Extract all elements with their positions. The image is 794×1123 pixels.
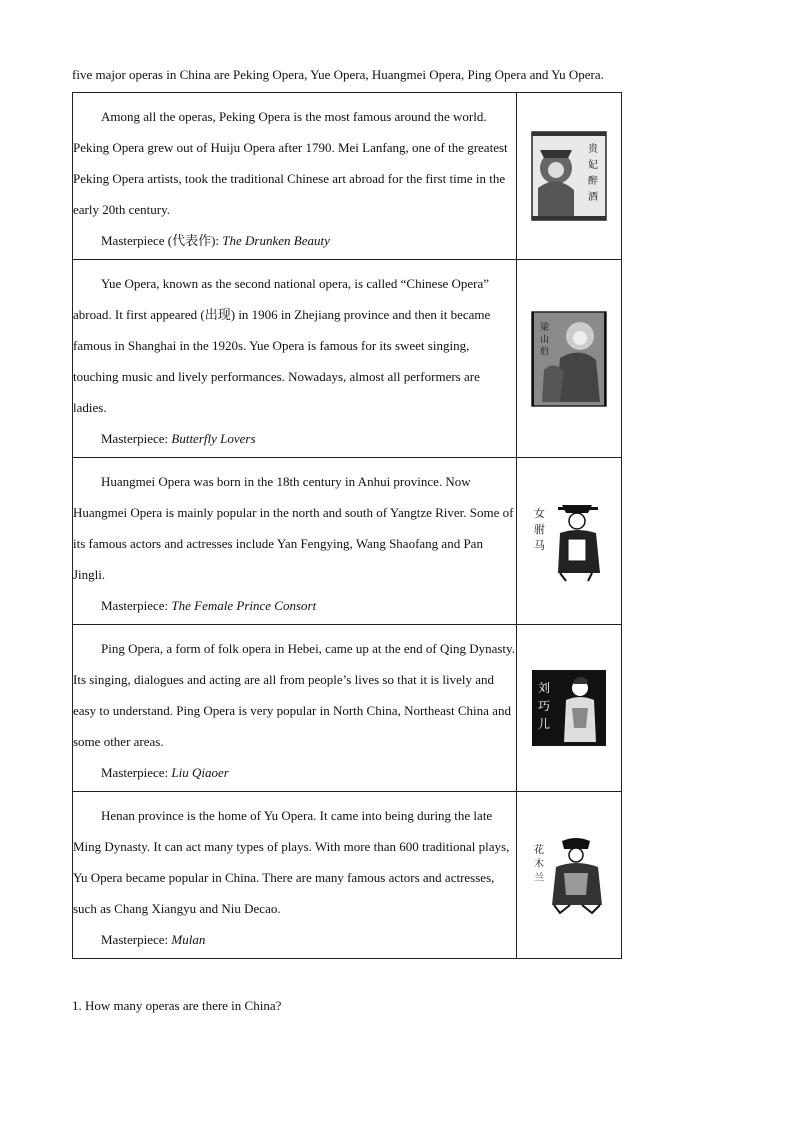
opera-description-cell <box>73 260 517 458</box>
opera-image-cell <box>517 93 622 260</box>
opera-paragraph: Huangmei Opera was born in the 18th century in Anhui province. Now Huangmei Opera is mainly popular in the north and south of Yangtze River. Some of its famous actors and actresses include Yan Fengying, Wang Shaofang and Pan Jingli. <box>73 473 514 582</box>
masterpiece-line <box>73 225 516 256</box>
image-caption-char: 马 <box>534 539 545 552</box>
image-caption-char: 妃 <box>588 160 598 171</box>
image-caption-char: 醉 <box>588 176 598 187</box>
image-caption-char: 女 <box>534 507 545 520</box>
peking-opera-illustration <box>530 130 608 222</box>
image-caption-char: 兰 <box>534 873 544 884</box>
table-row <box>73 625 622 792</box>
opera-paragraph: Among all the operas, Peking Opera is the most famous around the world. Peking Opera grew out of Huiju Opera after 1790. Mei Lanfang, one of the greatest Peking Opera artists, took the traditional Chinese art abroad for the first time in the early 20th century. <box>73 108 508 217</box>
table-row <box>73 260 622 458</box>
masterpiece-label: Masterpiece: <box>101 931 172 947</box>
opera-description-cell <box>73 93 517 260</box>
opera-paragraph: Henan province is the home of Yu Opera. It came into being during the late Ming Dynasty. It can act many types of plays. With more than 600 traditional plays, Yu Opera became popular in China. There are many famous actors and actresses, such as Chang Xiangyu and Niu Decao. <box>73 807 510 916</box>
masterpiece-line <box>73 757 516 788</box>
opera-image-cell <box>517 792 622 959</box>
svg-text:山: 山 <box>540 334 550 345</box>
opera-description-cell <box>73 625 517 792</box>
masterpiece-line <box>73 423 516 454</box>
opera-image-cell <box>517 625 622 792</box>
table-row <box>73 792 622 959</box>
opera-image-cell <box>517 458 622 625</box>
opera-paragraph: Yue Opera, known as the second national opera, is called “Chinese Opera” abroad. It first appeared (出现) in 1906 in Zhejiang province and then it became famous in Shanghai in the 1920s. Yue Opera is famous for its sweet singing, touching music and lively performances. Nowadays, almost all performers are ladies. <box>73 275 491 415</box>
table-row <box>73 458 622 625</box>
image-caption-char: 贵 <box>588 144 598 155</box>
masterpiece-title: The Drunken Beauty <box>222 232 330 248</box>
huangmei-opera-illustration <box>530 499 608 583</box>
masterpiece-title: Liu Qiaoer <box>171 764 229 780</box>
yu-opera-illustration <box>530 835 608 915</box>
masterpiece-title: Mulan <box>171 931 206 947</box>
ping-opera-illustration <box>530 668 608 748</box>
svg-text:梁: 梁 <box>540 322 550 333</box>
masterpiece-label: Masterpiece: <box>101 597 172 613</box>
image-caption-char: 巧 <box>538 699 551 713</box>
masterpiece-title: Butterfly Lovers <box>171 430 256 446</box>
table-row <box>73 93 622 260</box>
opera-table <box>72 92 622 959</box>
masterpiece-line <box>73 590 516 621</box>
svg-text:伯: 伯 <box>540 346 550 357</box>
masterpiece-title: The Female Prince Consort <box>171 597 317 613</box>
yue-opera-illustration <box>530 310 608 408</box>
masterpiece-line <box>73 924 516 955</box>
masterpiece-label: Masterpiece: <box>101 764 172 780</box>
opera-paragraph: Ping Opera, a form of folk opera in Hebei, came up at the end of Qing Dynasty. Its singing, dialogues and acting are all from people’s lives so that it is lively and easy to understand. Ping Opera is very popular in North China, Northeast China and some other areas. <box>73 640 515 749</box>
question-1: 1. How many operas are there in China? <box>72 998 282 1013</box>
masterpiece-label: Masterpiece: <box>101 430 172 446</box>
image-caption-char: 木 <box>534 859 544 870</box>
masterpiece-label: Masterpiece (代表作): <box>101 232 223 248</box>
opera-description-cell <box>73 458 517 625</box>
image-caption-char: 儿 <box>538 717 551 731</box>
intro-sentence: five major operas in China are Peking Opera, Yue Opera, Huangmei Opera, Ping Opera and Yu Opera. <box>72 67 604 82</box>
opera-image-cell <box>517 260 622 458</box>
image-caption-char: 花 <box>534 845 544 856</box>
image-caption-char: 驸 <box>534 523 545 536</box>
opera-description-cell <box>73 792 517 959</box>
image-caption-char: 酒 <box>588 192 598 203</box>
image-caption-char: 刘 <box>538 681 551 695</box>
